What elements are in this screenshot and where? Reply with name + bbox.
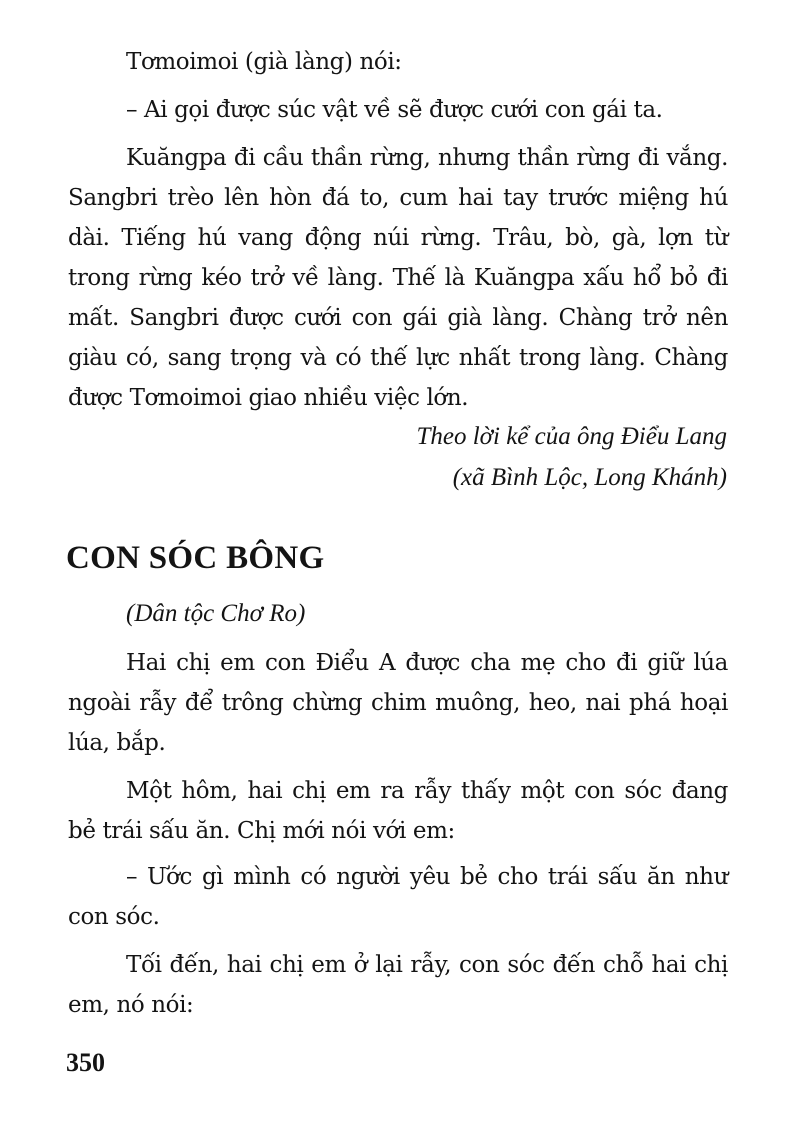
paragraph-sangbri-story: Kuăngpa đi cầu thần rừng, nhưng thần rừng đi vắng. Sangbri trèo lên hòn đá to, cum hai tay trước miệng hú dài. Tiếng hú vang động núi rừng. Trâu, bò, gà, lợn từ trong rừng kéo trở về làng. Thế là Kuăngpa xấu hổ bỏ đi mất. Sangbri được cưới con gái già làng. Chàng trở nên giàu có, sang trọng và có thế lực nhất trong làng. Chàng được Tơmoimoi giao nhiều việc lớn. [68, 145, 728, 411]
paragraph-squirrel-seen: Một hôm, hai chị em ra rẫy thấy một con sóc đang bẻ trái sấu ăn. Chị mới nói với em: [68, 778, 728, 844]
source-credit-line-2: (xã Bình Lộc, Long Khánh) [452, 464, 727, 491]
paragraph-elder-speaks: Tơmoimoi (già làng) nói: [126, 49, 402, 75]
source-credit-line-1: Theo lời kể của ông Điểu Lang [416, 423, 727, 450]
paragraph-wish: – Ước gì mình có người yêu bẻ cho trái sấu ăn như con sóc. [68, 864, 728, 930]
paragraph-intro: Hai chị em con Điểu A được cha mẹ cho đi giữ lúa ngoài rẫy để trông chừng chim muông, heo, nai phá hoại lúa, bắp. [68, 650, 728, 756]
page-number: 350 [66, 1048, 105, 1077]
story-title: CON SÓC BÔNG [66, 540, 325, 576]
paragraph-night: Tối đến, hai chị em ở lại rẫy, con sóc đến chỗ hai chị em, nó nói: [68, 952, 728, 1018]
story-subtitle: (Dân tộc Chơ Ro) [126, 600, 306, 627]
paragraph-elder-quote: – Ai gọi được súc vật về sẽ được cưới con gái ta. [126, 97, 663, 123]
